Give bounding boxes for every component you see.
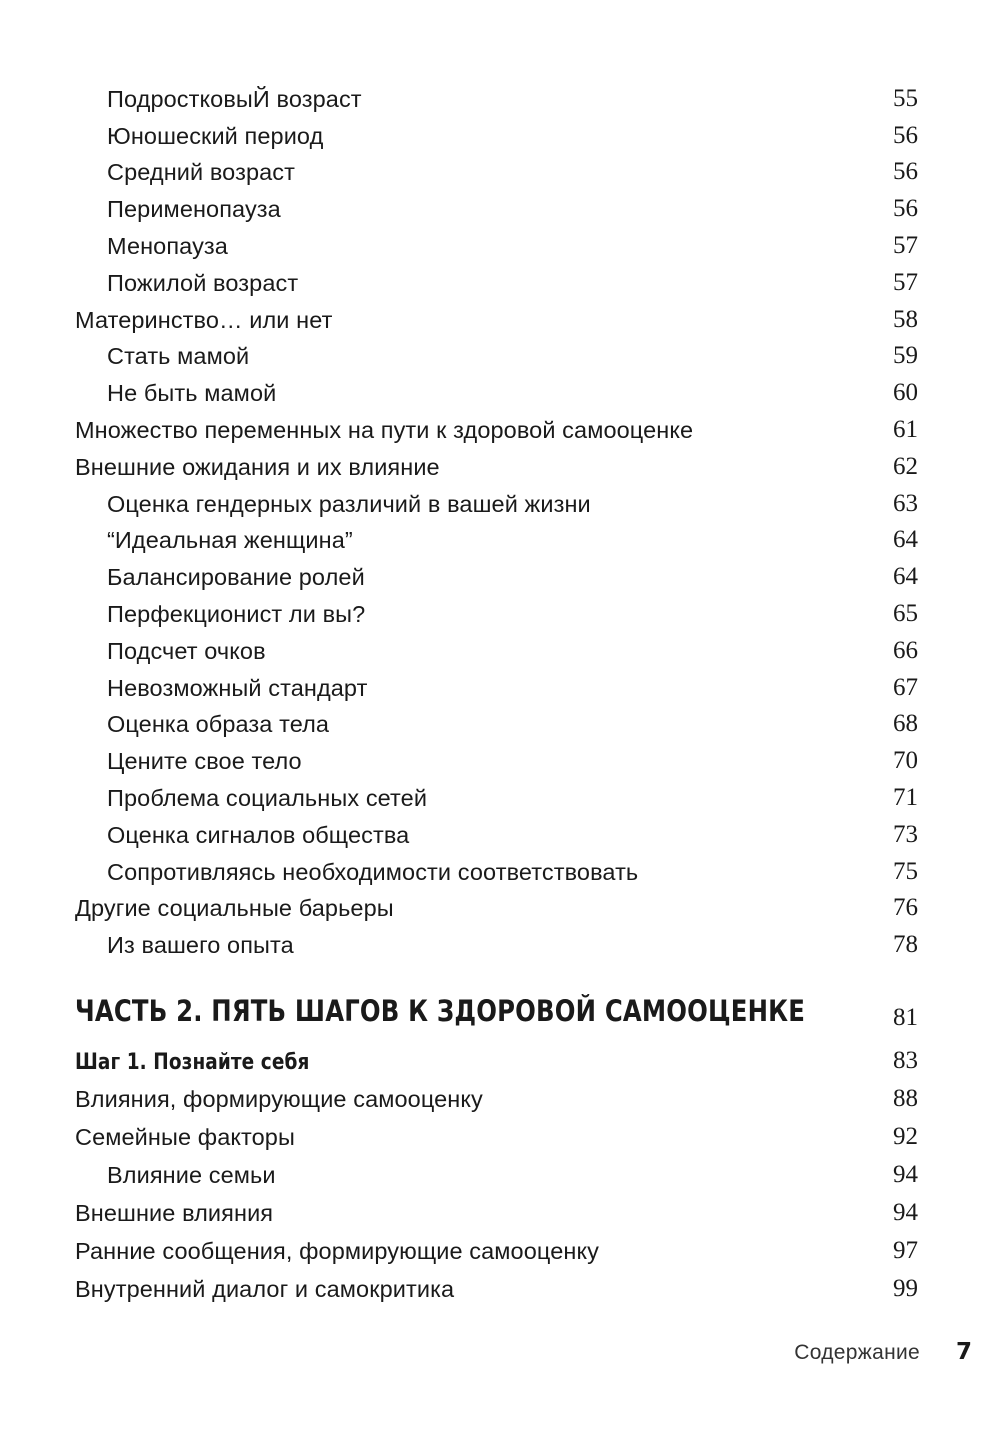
toc-entry-page: 56 xyxy=(893,195,918,223)
toc-entry-title: Внешние ожидания и их влияние xyxy=(75,453,440,480)
toc-entry-page: 65 xyxy=(893,599,918,627)
toc-entry-title: Семейные факторы xyxy=(75,1124,295,1150)
toc-entry[interactable] xyxy=(75,340,920,377)
toc-entry[interactable] xyxy=(75,156,920,193)
toc-entry[interactable] xyxy=(75,266,920,303)
toc-entry-title: Материнство… или нет xyxy=(75,306,333,333)
toc-entry-page: 61 xyxy=(893,415,918,443)
toc-entry-page: 68 xyxy=(893,710,918,738)
toc-entry[interactable] xyxy=(75,376,920,413)
toc-entry-title: Оценка гендерных различий в вашей жизни xyxy=(107,490,591,517)
toc-entry-page: 56 xyxy=(893,121,918,149)
toc-entry-page: 76 xyxy=(893,894,918,922)
toc-entry-title: Подсчет очков xyxy=(107,637,266,664)
toc-entry-page: 59 xyxy=(893,342,918,370)
toc-entry-page: 92 xyxy=(893,1123,918,1150)
toc-entry-title: Ранние сообщения, формирующие самооценку xyxy=(75,1238,599,1264)
toc-entry[interactable] xyxy=(75,1233,920,1271)
part-heading[interactable] xyxy=(75,990,920,1034)
toc-entry-title: Стать мамой xyxy=(107,343,250,370)
toc-entry[interactable] xyxy=(75,671,920,708)
toc-entry-page: 97 xyxy=(893,1237,918,1264)
toc-entry[interactable] xyxy=(75,192,920,229)
toc-entry-page: 64 xyxy=(893,563,918,591)
toc-entry[interactable] xyxy=(75,119,920,156)
toc-entry-page: 67 xyxy=(893,673,918,701)
toc-entry-page: 55 xyxy=(893,84,918,112)
toc-list-bottom xyxy=(75,1043,920,1309)
toc-entry-page: 66 xyxy=(893,636,918,664)
toc-entry-title: Перименопауза xyxy=(107,196,281,223)
toc-entry-page: 62 xyxy=(893,452,918,480)
toc-entry[interactable] xyxy=(75,892,920,929)
part-heading-title: ЧАСТЬ 2. ПЯТЬ ШАГОВ К ЗДОРОВОЙ САМООЦЕНКЕ xyxy=(75,994,806,1028)
toc-entry-page: 94 xyxy=(893,1199,918,1226)
toc-entry-title: Другие социальные барьеры xyxy=(75,895,394,922)
toc-entry[interactable] xyxy=(75,229,920,266)
toc-entry-title: Средний возраст xyxy=(107,159,296,186)
toc-entry[interactable] xyxy=(75,634,920,671)
toc-entry-page: 60 xyxy=(893,379,918,407)
toc-entry-title: “Идеальная женщина” xyxy=(107,527,353,554)
part-heading-page: 81 xyxy=(893,1004,918,1031)
toc-entry-title: Перфекционист ли вы? xyxy=(107,600,366,627)
toc-entry[interactable] xyxy=(75,1271,920,1309)
toc-entry-page: 94 xyxy=(893,1161,918,1188)
toc-entry-page: 75 xyxy=(893,857,918,885)
page-footer xyxy=(794,1339,973,1365)
toc-entry-title: Влияния, формирующие самооценку xyxy=(75,1086,483,1112)
toc-entry-title: Цените свое тело xyxy=(107,748,302,775)
toc-entry-page: 88 xyxy=(893,1085,918,1112)
toc-entry[interactable] xyxy=(75,744,920,781)
toc-entry[interactable] xyxy=(75,524,920,561)
page-number: 7 xyxy=(956,1339,973,1365)
toc-entry[interactable] xyxy=(75,560,920,597)
toc-entry[interactable] xyxy=(75,1157,920,1195)
toc-entry-page: 78 xyxy=(893,931,918,959)
toc-entry-title: Из вашего опыта xyxy=(107,932,294,959)
toc-entry-title: Внутренний диалог и самокритика xyxy=(75,1276,455,1302)
toc-entry[interactable] xyxy=(75,1119,920,1157)
toc-entry-page: 63 xyxy=(893,489,918,517)
toc-entry-title: Не быть мамой xyxy=(107,380,277,407)
toc-entry-title: Оценка сигналов общества xyxy=(107,821,410,848)
toc-entry-page: 57 xyxy=(893,268,918,296)
toc-entry-title: Множество переменных на пути к здоровой самооценке xyxy=(75,416,694,443)
toc-entry-page: 58 xyxy=(893,305,918,333)
toc-entry[interactable] xyxy=(75,487,920,524)
toc-entry[interactable] xyxy=(75,597,920,634)
toc-entry[interactable] xyxy=(75,928,920,965)
toc-entry-page: 64 xyxy=(893,526,918,554)
toc-list-top xyxy=(75,82,920,965)
toc-entry[interactable] xyxy=(75,413,920,450)
toc-entry-title: Влияние семьи xyxy=(107,1162,276,1188)
toc-entry[interactable] xyxy=(75,1081,920,1119)
toc-entry-title: Внешние влияния xyxy=(75,1200,274,1226)
toc-entry[interactable] xyxy=(75,855,920,892)
toc-entry-title: Юношеский период xyxy=(107,122,324,149)
toc-entry-title: Невозможный стандарт xyxy=(107,674,368,701)
step-heading-page: 83 xyxy=(893,1047,918,1074)
toc-entry-title: Проблема социальных сетей xyxy=(107,784,428,811)
step-heading[interactable] xyxy=(75,1043,920,1081)
step-heading-title: Шаг 1. Познайте себя xyxy=(75,1050,310,1075)
toc-entry[interactable] xyxy=(75,708,920,745)
toc-entry-page: 70 xyxy=(893,747,918,775)
toc-entry-title: Сопротивляясь необходимости соответствовать xyxy=(107,858,639,885)
toc-entry-title: Пожилой возраст xyxy=(107,269,299,296)
toc-entry[interactable] xyxy=(75,1195,920,1233)
toc-entry-page: 71 xyxy=(893,783,918,811)
toc-entry[interactable] xyxy=(75,82,920,119)
toc-entry-page: 57 xyxy=(893,231,918,259)
running-footer-label: Содержание xyxy=(794,1341,920,1364)
toc-entry-page: 99 xyxy=(893,1275,918,1302)
toc-entry[interactable] xyxy=(75,818,920,855)
toc-entry-title: Менопауза xyxy=(107,232,228,259)
toc-entry[interactable] xyxy=(75,781,920,818)
toc-entry-page: 73 xyxy=(893,820,918,848)
toc-entry-title: Балансирование ролей xyxy=(107,564,365,591)
toc-entry-title: ПодростковыЙ возраст xyxy=(107,85,362,112)
toc-entry-page: 56 xyxy=(893,158,918,186)
toc-entry[interactable] xyxy=(75,450,920,487)
toc-entry[interactable] xyxy=(75,303,920,340)
toc-entry-title: Оценка образа тела xyxy=(107,711,330,738)
